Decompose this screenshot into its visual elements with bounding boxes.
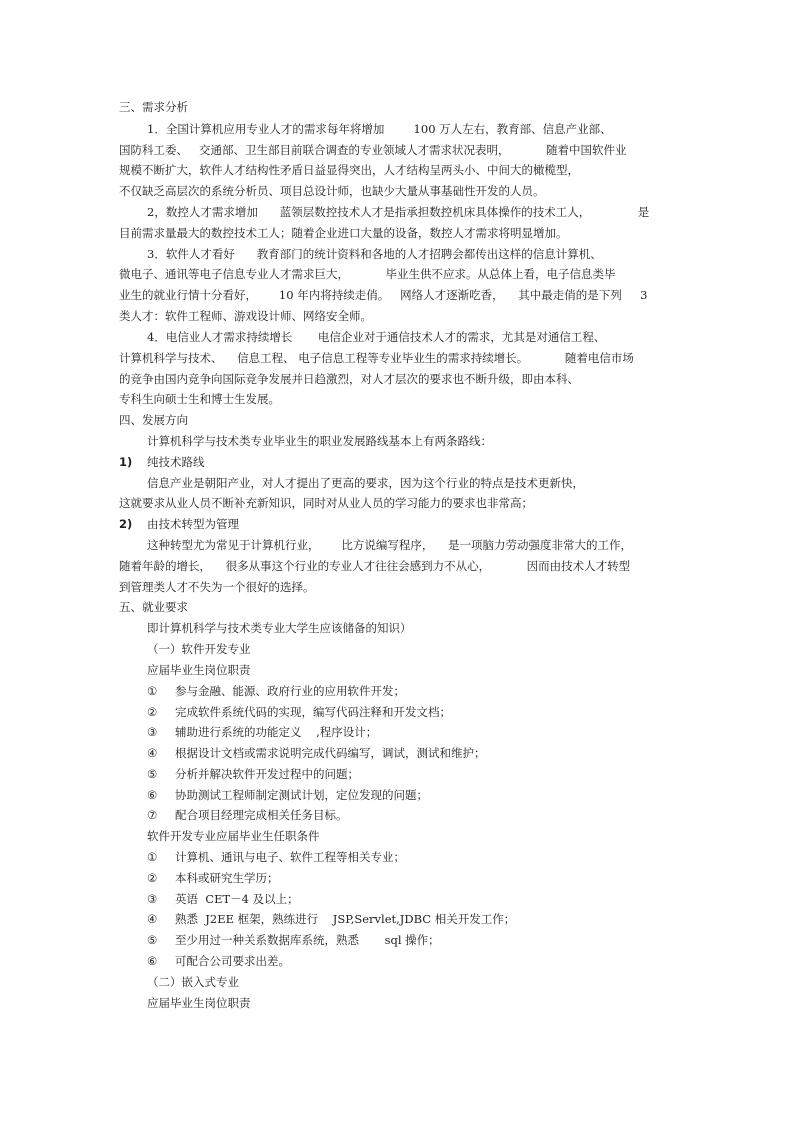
list-heading: 应届毕业生岗位职责 [147, 663, 251, 677]
list-marker: ① [147, 684, 158, 698]
list-item [147, 932, 440, 948]
list-item [147, 683, 405, 699]
list-marker: ② [147, 871, 158, 885]
paragraph-line: 即计算机科学与技术类专业大学生应该储备的知识） [147, 621, 412, 635]
subsection-heading: （一）软件开发专业 [147, 642, 251, 656]
paragraph-line: 信息产业是朝阳产业，对人才提出了更高的要求，因为这个行业的特点是技术更新快， [147, 476, 584, 490]
list-marker: ⑦ [147, 808, 158, 822]
paragraph-line: 业生的就业行情十分看好， 10 年内将持续走俏。 网络人才逐渐吃香， 其中最走俏的是下列 3 [119, 288, 648, 302]
paragraph-line: 的竞争由国内竞争向国际竞争发展并日趋激烈，对人才层次的要求也不断升级，即由本科、 [119, 372, 579, 386]
paragraph-line: 到管理类人才不失为一个很好的选择。 [119, 580, 315, 594]
paragraph-line: 1．全国计算机应用专业人才的需求每年将增加 100 万人左右，教育部、信息产业部、 [147, 122, 612, 136]
list-item-text: 协助测试工程师制定测试计划，定位发现的问题； [175, 788, 428, 802]
list-number: 1) [119, 455, 133, 469]
paragraph-line: 计算机科学与技术、 信息工程、 电子信息工程等专业毕业生的需求持续增长。 随着电信市场 [119, 351, 634, 365]
subsection-heading: （二）嵌入式专业 [147, 975, 239, 989]
list-item [147, 891, 299, 907]
section-3-heading: 三、需求分析 [119, 100, 188, 114]
paragraph-line: 目前需求量最大的数控技术工人；随着企业进口大量的设备，数控人才需求将明显增加。 [119, 226, 568, 240]
list-marker: ③ [147, 725, 158, 739]
list-item-text: 本科或研究生学历； [175, 871, 279, 885]
list-heading: 软件开发专业应届毕业生任职条件 [147, 829, 320, 843]
list-marker: ⑥ [147, 788, 158, 802]
list-item-text: 辅助进行系统的功能定义 ,程序设计； [175, 725, 378, 739]
list-item-text: 完成软件系统代码的实现，编写代码注释和开发文档； [175, 705, 451, 719]
paragraph-line: 这种转型尤为常见于计算机行业， 比方说编写程序， 是一项脑力劳动强度非常大的工作， [147, 538, 633, 552]
list-marker: ⑤ [147, 933, 158, 947]
paragraph-line: 类人才：软件工程师、游戏设计师、网络安全师。 [119, 309, 372, 323]
paragraph-line: 这就要求从业人员不断补充新知识，同时对从业人员的学习能力的要求也非常高； [119, 496, 533, 510]
list-item [147, 911, 515, 927]
list-item-text: 至少用过一种关系数据库系统，熟悉 sql 操作； [175, 933, 440, 947]
section-5-heading: 五、就业要求 [119, 600, 188, 614]
paragraph-line: 计算机科学与技术类专业毕业生的职业发展路线基本上有两条路线： [147, 434, 492, 448]
paragraph-line: 2，数控人才需求增加 蓝领层数控技术人才是指承担数控机床具体操作的技术工人， 是 [147, 205, 650, 219]
list-item [147, 704, 451, 720]
list-number: 2) [119, 517, 133, 531]
list-item-text: 配合项目经理完成相关任务目标。 [175, 808, 348, 822]
list-marker: ③ [147, 892, 158, 906]
list-item-text: 根据设计文档或需求说明完成代码编写，调试，测试和维护； [175, 746, 486, 760]
list-item [147, 745, 486, 761]
list-item-text: 熟悉 J2EE 框架，熟练进行 JSP,Servlet,JDBC 相关开发工作； [175, 912, 516, 926]
list-marker: ① [147, 850, 158, 864]
list-item-title: 纯技术路线 [147, 455, 205, 469]
paragraph-line: 不仅缺乏高层次的系统分析员、项目总设计师，也缺少大量从事基础性开发的人员。 [119, 184, 545, 198]
list-item-text: 计算机、通讯与电子、软件工程等相关专业； [175, 850, 405, 864]
paragraph-line: 专科生向硕士生和博士生发展。 [119, 392, 280, 406]
list-item [147, 953, 290, 969]
paragraph-line: 3．软件人才看好 教育部门的统计资料和各地的人才招聘会都传出这样的信息计算机、 [147, 247, 602, 261]
list-marker: ④ [147, 746, 158, 760]
list-marker: ② [147, 705, 158, 719]
list-heading: 应届毕业生岗位职责 [147, 996, 251, 1010]
list-item [147, 849, 405, 865]
list-item-text: 分析并解决软件开发过程中的问题； [175, 767, 359, 781]
list-item-title: 由技术转型为管理 [147, 517, 239, 531]
list-marker: ⑤ [147, 767, 158, 781]
list-item [147, 807, 348, 823]
paragraph-line: 微电子、通讯等电子信息专业人才需求巨大， 毕业生供不应求。从总体上看，电子信息类毕 [119, 267, 616, 281]
paragraph-line: 4．电信业人才需求持续增长 电信企业对于通信技术人才的需求，尤其是对通信工程、 [147, 330, 606, 344]
list-item [147, 787, 428, 803]
list-item [147, 870, 279, 886]
paragraph-line: 国防科工委、 交通部、卫生部目前联合调查的专业领域人才需求状况表明， 随着中国软件业 [119, 143, 627, 157]
list-item-text: 参与金融、能源、政府行业的应用软件开发； [175, 684, 405, 698]
list-item-text: 可配合公司要求出差。 [175, 954, 290, 968]
list-marker: ④ [147, 912, 158, 926]
list-item [147, 724, 377, 740]
list-item [147, 766, 359, 782]
paragraph-line: 随着年龄的增长， 很多从事这个行业的专业人才往往会感到力不从心， 因而由技术人才转型 [119, 559, 631, 573]
list-item-text: 英语 CET－4 及以上； [175, 892, 299, 906]
section-4-heading: 四、发展方向 [119, 413, 188, 427]
paragraph-line: 规模不断扩大，软件人才结构性矛盾日益显得突出，人才结构呈两头小、中间大的橄榄型， [119, 163, 579, 177]
list-marker: ⑥ [147, 954, 158, 968]
